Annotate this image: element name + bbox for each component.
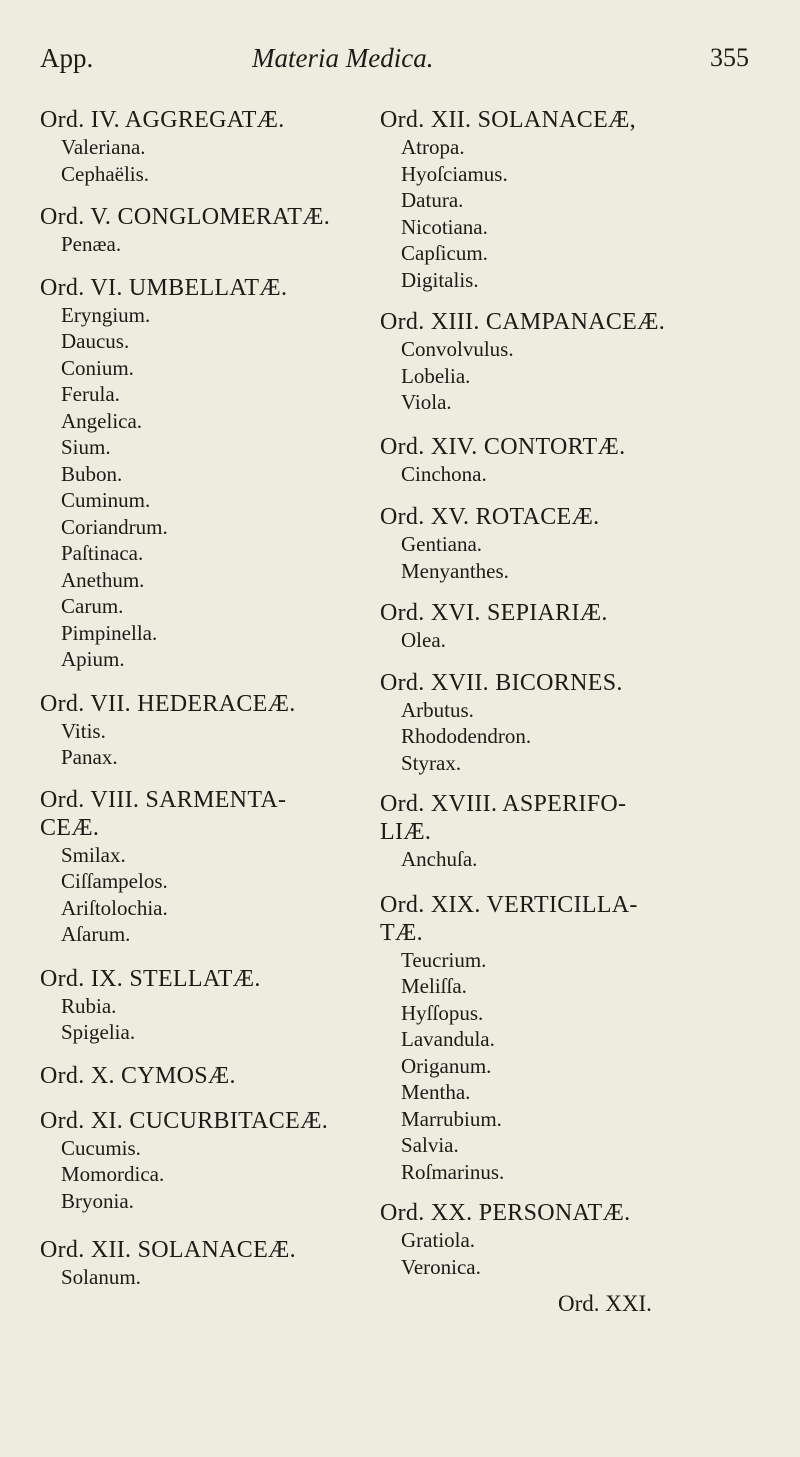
order-title: Ord. XVIII. ASPERIFO- [380, 791, 627, 817]
genus-item: Hyſſopus. [401, 1000, 484, 1025]
genus-list [40, 718, 370, 771]
genus-list [40, 302, 370, 673]
order-section [40, 274, 370, 673]
order-title: Ord. V. CONGLOMERATÆ. [40, 204, 331, 230]
genus-item: Rhododendron. [401, 724, 532, 748]
genus-item: Menyanthes. [401, 558, 509, 583]
order-section [40, 1062, 370, 1090]
order-title: Ord. XIX. VERTICILLA- [380, 891, 638, 918]
order-section [380, 503, 780, 584]
genus-item: Teucrium. [401, 947, 487, 972]
genus-item: Marrubium. [401, 1106, 502, 1131]
order-section [40, 786, 370, 948]
genus-item: Cucumis. [61, 1135, 141, 1160]
genus-item: Atropa. [401, 135, 465, 159]
order-section [380, 106, 780, 293]
order-title: Ord. XIV. CONTORTÆ. [380, 433, 626, 460]
order-title: Ord. VII. HEDERACEÆ. [40, 690, 296, 717]
order-section [380, 669, 780, 777]
genus-item: Solanum. [61, 1265, 141, 1289]
genus-item: Digitalis. [401, 267, 479, 292]
order-title: Ord. XX. PERSONATÆ. [380, 1200, 631, 1226]
genus-item: Bryonia. [61, 1188, 134, 1213]
genus-item: Bubon. [61, 461, 123, 486]
genus-list [40, 134, 370, 187]
order-title: Ord. XIII. CAMPANACEÆ. [380, 309, 666, 335]
genus-item: Sium. [61, 435, 111, 459]
genus-item: Mentha. [401, 1080, 471, 1104]
genus-item: Pimpinella. [61, 620, 158, 645]
order-section [380, 790, 780, 873]
genus-item: Hyoſciamus. [401, 161, 508, 186]
genus-item: Viola. [401, 390, 452, 414]
order-section [40, 1236, 370, 1291]
order-section [40, 965, 370, 1046]
genus-item: Meliſſa. [401, 974, 467, 998]
genus-item: Panax. [61, 745, 118, 769]
order-title: Ord. IV. AGGREGATÆ. [40, 107, 285, 133]
order-title: Ord. XII. SOLANACEÆ. [40, 1237, 296, 1263]
genus-list [380, 1227, 780, 1280]
running-head-title: Materia Medica. [252, 43, 434, 73]
genus-item: Carum. [61, 594, 124, 618]
order-title: Ord. IX. STELLATÆ. [40, 965, 261, 992]
order-section [380, 1199, 780, 1280]
genus-item: Cuminum. [61, 488, 151, 512]
order-section [380, 308, 780, 416]
genus-item: Convolvulus. [401, 337, 514, 361]
order-title: Ord. XVII. BICORNES. [380, 669, 623, 696]
order-title: Ord. X. CYMOSÆ. [40, 1062, 236, 1089]
order-title: Ord. XVI. SEPIARIÆ. [380, 600, 608, 626]
left-column [40, 106, 370, 1291]
genus-item: Lavandula. [401, 1027, 495, 1051]
genus-item: Aſarum. [61, 922, 131, 946]
genus-item: Datura. [401, 188, 464, 212]
genus-item: Apium. [61, 647, 125, 671]
genus-list [40, 1264, 370, 1291]
genus-item: Angelica. [61, 408, 143, 433]
genus-item: Vitis. [61, 718, 106, 743]
order-section [380, 891, 780, 1186]
genus-item: Lobelia. [401, 363, 471, 388]
genus-list [40, 842, 370, 948]
order-section [40, 203, 370, 258]
genus-item: Valeriana. [61, 135, 146, 159]
right-column [380, 106, 780, 1318]
order-section [40, 106, 370, 187]
genus-item: Anchuſa. [401, 847, 478, 871]
genus-item: Spigelia. [61, 1020, 136, 1044]
genus-item: Gratiola. [401, 1228, 476, 1252]
genus-item: Roſmarinus. [401, 1159, 505, 1184]
genus-list [380, 697, 780, 777]
genus-item: Olea. [401, 628, 446, 652]
genus-list [380, 336, 780, 416]
genus-item: Daucus. [61, 329, 130, 353]
genus-item: Anethum. [61, 567, 145, 592]
genus-list [380, 134, 780, 293]
genus-item: Capſicum. [401, 241, 488, 265]
genus-item: Veronica. [401, 1254, 481, 1279]
genus-list [380, 947, 780, 1186]
genus-item: Paſtinaca. [61, 541, 144, 565]
genus-list [40, 993, 370, 1046]
genus-item: Ariſtolochia. [61, 895, 168, 920]
genus-item: Cephaëlis. [61, 161, 150, 186]
order-section [380, 599, 780, 654]
page-number: 355 [710, 43, 749, 72]
genus-item: Salvia. [401, 1133, 459, 1157]
genus-list [380, 627, 780, 654]
order-title: Ord. VIII. SARMENTA- [40, 786, 287, 813]
genus-list [380, 846, 780, 873]
genus-item: Arbutus. [401, 697, 474, 722]
genus-item: Eryngium. [61, 302, 151, 327]
genus-list [380, 531, 780, 584]
order-section [40, 690, 370, 771]
order-title-continuation: CEÆ. [40, 814, 100, 841]
order-section [380, 433, 780, 488]
genus-item: Origanum. [401, 1053, 492, 1078]
genus-item: Conium. [61, 355, 134, 380]
genus-item: Momordica. [61, 1162, 165, 1186]
genus-item: Coriandrum. [61, 514, 168, 539]
genus-item: Nicotiana. [401, 214, 488, 239]
genus-item: Penæa. [61, 232, 122, 256]
genus-item: Gentiana. [401, 532, 483, 556]
running-head-left: App. [40, 43, 94, 73]
genus-item: Ferula. [61, 382, 120, 406]
order-title: Ord. XV. ROTACEÆ. [380, 504, 600, 530]
genus-item: Styrax. [401, 750, 462, 775]
genus-item: Ciſſampelos. [61, 869, 168, 893]
order-title: Ord. VI. UMBELLATÆ. [40, 274, 288, 301]
order-title-continuation: LIÆ. [380, 819, 432, 845]
order-title-continuation: TÆ. [380, 919, 423, 946]
order-title: Ord. XII. SOLANACEÆ, [380, 107, 636, 133]
order-section [40, 1107, 370, 1215]
genus-item: Cinchona. [401, 461, 487, 486]
genus-list [380, 461, 780, 488]
genus-list [40, 1135, 370, 1215]
genus-item: Rubia. [61, 993, 117, 1018]
genus-item: Smilax. [61, 842, 126, 867]
catchword: Ord. XXI. [558, 1291, 652, 1316]
order-title: Ord. XI. CUCURBITACEÆ. [40, 1107, 329, 1134]
genus-list [40, 231, 370, 258]
